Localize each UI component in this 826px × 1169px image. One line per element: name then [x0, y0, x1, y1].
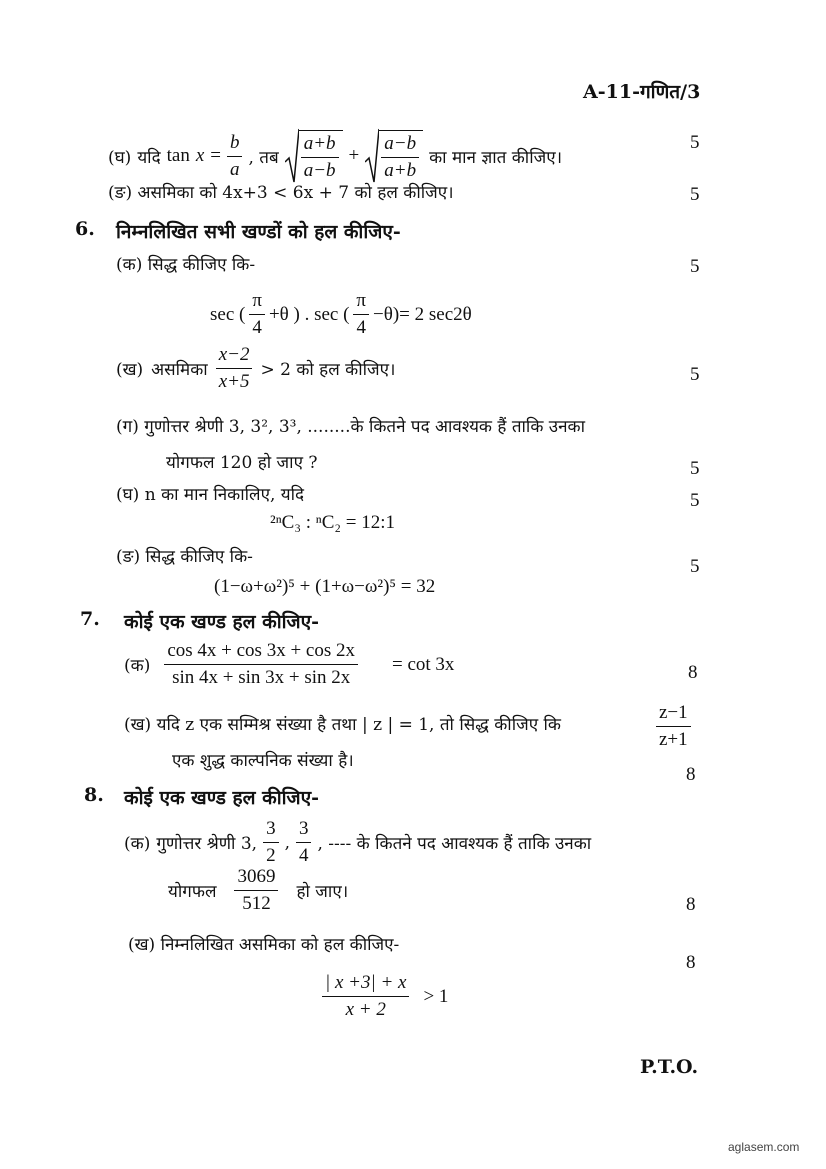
- q5-gh-yadi: यदि: [137, 147, 161, 168]
- q6-ng-equation: (1−ω+ω²)⁵ + (1+ω−ω²)⁵ = 32: [214, 576, 436, 597]
- q7-number: 7.: [80, 608, 100, 630]
- q6-ka-text: सिद्ध कीजिए कि-: [147, 255, 256, 275]
- q8-ka-row2: [168, 866, 348, 915]
- q5-gh-plus: +: [348, 145, 360, 166]
- q8-ka-d2: 4: [298, 845, 309, 866]
- q6-gh-marks: 5: [690, 490, 700, 511]
- q7-ka-marks: 8: [688, 662, 698, 683]
- q6-ga-marks: 5: [690, 458, 700, 479]
- q6-ka-label: (क): [116, 255, 143, 275]
- q5-gh-sqrt-2: [365, 128, 423, 184]
- q6-kha-row: [116, 344, 395, 393]
- q7-kha-fraction: [656, 702, 691, 751]
- q5-gh-label: (घ): [108, 147, 132, 168]
- q8-ka-n2: 3: [296, 818, 312, 843]
- q6-kha-den: x+5: [218, 371, 250, 392]
- q8-ka-yog: योगफल: [168, 882, 217, 902]
- q8-kha-den: x + 2: [345, 999, 386, 1020]
- q8-kha-num: | x +3| + x: [322, 972, 409, 997]
- q6-ka-plus-theta: +θ ) . sec (: [268, 303, 350, 325]
- q5-gh-sqrt-1: [285, 128, 343, 184]
- q6-ka-four-2: 4: [356, 317, 366, 338]
- q6-ga-label: (ग): [116, 417, 139, 437]
- q8-title: कोई एक खण्ड हल कीजिए-: [124, 787, 320, 809]
- q6-ka-marks: 5: [690, 256, 700, 277]
- q8-ka-n1: 3: [263, 818, 279, 843]
- q5-gh-apb: a+b: [301, 133, 339, 158]
- q8-kha-marks: 8: [686, 952, 696, 973]
- q6-kha-num: x−2: [216, 344, 253, 369]
- q6-ka-pi-1: π: [249, 290, 265, 315]
- q7-kha-label: (ख): [124, 715, 152, 735]
- q5-ng-marks: 5: [690, 184, 700, 205]
- q5-gh-fraction-b-a: [227, 132, 243, 181]
- q8-ka-ho: हो जाए।: [296, 882, 349, 902]
- q6-ka-sec1: sec (: [210, 303, 246, 325]
- q7-kha-marks: 8: [686, 764, 696, 785]
- q6-ga-line2: योगफल 120 हो जाए ?: [166, 453, 318, 473]
- q5-ng-row: [108, 180, 454, 203]
- q7-ka-row: [124, 640, 454, 689]
- q8-ka-fd: 512: [242, 893, 271, 914]
- q5-gh-tan: tan: [166, 145, 190, 166]
- q8-ka-d1: 2: [266, 845, 276, 866]
- q6-ka-pi-2: π: [353, 290, 369, 315]
- q8-ka-comma: ,: [284, 832, 290, 853]
- q5-gh-row: [108, 128, 562, 184]
- q6-title: निम्नलिखित सभी खण्डों को हल कीजिए-: [116, 221, 401, 243]
- sqrt-sign-icon: [285, 128, 299, 184]
- q6-gh-label: (घ): [116, 485, 140, 505]
- q6-ng-marks: 5: [690, 556, 700, 577]
- q8-number: 8.: [84, 784, 104, 806]
- q7-kha-fden: z+1: [659, 729, 688, 750]
- q5-gh-a: a: [229, 158, 240, 180]
- q7-ka-rhs: = cot 3x: [392, 653, 455, 675]
- q6-kha-text: असमिका: [151, 360, 208, 380]
- q7-ka-den: sin 4x + sin 3x + sin 2x: [172, 667, 351, 688]
- q8-ka-fn: 3069: [234, 866, 278, 891]
- q6-ga-line1: गुणोत्तर श्रेणी 3, 3², 3³, ........के कितने पद आवश्यक हैं ताकि उनका: [144, 417, 585, 437]
- q8-ka-row: [124, 818, 591, 867]
- q7-kha-row: [124, 712, 561, 735]
- q6-number: 6.: [75, 218, 95, 240]
- q6-gh-equation: ²ⁿC₃ : ⁿC₂ = 12:1: [270, 512, 396, 533]
- q6-ka-row: [116, 252, 255, 275]
- page-header-code: A-11-गणित/3: [583, 81, 701, 103]
- q5-gh-comma-tab: , तब: [248, 147, 279, 168]
- q8-kha-text: निम्नलिखित असमिका को हल कीजिए-: [160, 935, 400, 955]
- q6-ka-minus-theta: −θ)= 2 sec2θ: [373, 303, 472, 325]
- q8-ka-pre: गुणोत्तर श्रेणी 3,: [156, 834, 258, 854]
- q6-ng-label: (ङ): [116, 547, 141, 567]
- q6-gh-text: n का मान निकालिए, यदि: [144, 485, 305, 505]
- q6-kha-label: (ख): [116, 360, 144, 380]
- q6-gh-row: [116, 482, 304, 505]
- q5-ng-label: (ङ): [108, 183, 133, 203]
- q5-ng-text: असमिका को 4x+3 < 6x + 7 को हल कीजिए।: [137, 183, 454, 203]
- q5-gh-x: x: [195, 145, 205, 166]
- q6-ka-four-1: 4: [252, 317, 262, 338]
- q8-ka-post: , ---- के कितने पद आवश्यक हैं ताकि उनका: [317, 834, 592, 854]
- q6-kha-rest: > 2 को हल कीजिए।: [260, 360, 396, 380]
- q8-ka-label: (क): [124, 834, 151, 854]
- q8-ka-marks: 8: [686, 894, 696, 915]
- q7-ka-label: (क): [124, 656, 151, 676]
- q5-gh-b: b: [227, 132, 243, 157]
- q7-title: कोई एक खण्ड हल कीजिए-: [124, 611, 320, 633]
- q6-kha-marks: 5: [690, 364, 700, 385]
- q6-ng-row: [116, 544, 253, 567]
- q6-ng-text: सिद्ध कीजिए कि-: [145, 547, 253, 567]
- q7-kha-line2: एक शुद्ध काल्पनिक संख्या है।: [172, 751, 354, 771]
- q7-kha-line1: यदि z एक सम्मिश्र संख्या है तथा | z | = 1, तो सिद्ध कीजिए कि: [156, 715, 561, 735]
- q8-kha-row: [128, 932, 399, 955]
- q5-gh-eq: =: [210, 145, 221, 166]
- q8-kha-label: (ख): [128, 935, 156, 955]
- q5-gh-amb2: a−b: [381, 133, 419, 158]
- q7-ka-num: cos 4x + cos 3x + cos 2x: [164, 640, 358, 665]
- sqrt-sign-icon: [365, 128, 379, 184]
- q7-kha-fnum: z−1: [656, 702, 691, 727]
- pto-label: P.T.O.: [640, 1056, 699, 1078]
- q8-kha-rhs: > 1: [423, 985, 449, 1007]
- q6-ga-row: [116, 414, 585, 437]
- site-watermark: aglasem.com: [728, 1140, 800, 1154]
- q8-kha-equation: [322, 972, 448, 1021]
- q5-gh-rest: का मान ज्ञात कीजिए।: [429, 147, 563, 168]
- q6-ka-equation: [210, 290, 472, 339]
- q5-gh-apb2: a+b: [384, 160, 417, 181]
- q5-gh-marks: 5: [690, 132, 700, 153]
- q5-gh-amb: a−b: [303, 160, 336, 181]
